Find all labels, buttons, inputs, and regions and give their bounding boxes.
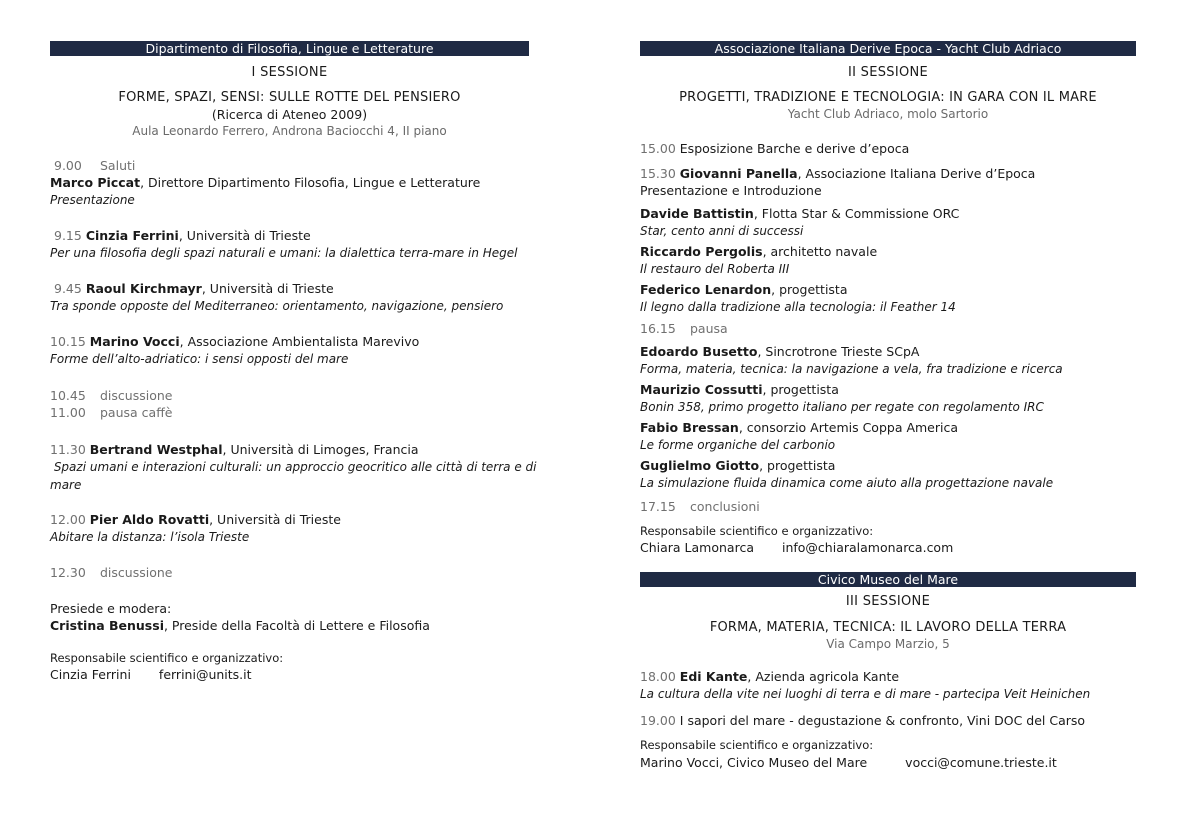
program-entry [640,668,1136,703]
department-header: Dipartimento di Filosofia, Lingue e Letterature [50,41,529,56]
program-entry [640,457,1136,492]
entry-time: 12.30 [50,565,86,580]
speaker-name: Bertrand Westphal [89,442,223,457]
speaker-affiliation: , Università di Trieste [178,228,311,243]
talk-title: Le forme organiche del carbonio [640,438,836,452]
entry-time: 9.15 [54,228,82,243]
session-title: PROGETTI, TRADIZIONE E TECNOLOGIA: IN GARA CON IL MARE [679,90,1097,105]
program-entry [640,498,1136,515]
museum-header: Civico Museo del Mare [640,572,1136,587]
speaker-name: Pier Aldo Rovatti [89,512,210,527]
program-entry [640,419,1136,454]
entry-time: 11.00 [50,405,86,420]
entry-time: 19.00 [640,713,676,728]
session-venue: Via Campo Marzio, 5 [826,637,950,651]
speaker-affiliation: , progettista [762,382,839,397]
session-label: II SESSIONE [847,65,929,80]
session-title: FORMA, MATERIA, TECNICA: IL LAVORO DELLA TERRA [709,620,1067,635]
entry-label: Saluti [100,158,136,173]
speaker-affiliation: , architetto navale [762,244,878,259]
speaker-affiliation: , Flotta Star & Commissione ORC [753,206,960,221]
responsible-label: Responsabile scientifico e organizzativo: [640,524,874,538]
entry-time: 9.45 [54,281,82,296]
entry-label: discussione [100,565,173,580]
talk-title: Presentazione [50,193,135,207]
speaker-affiliation: , Associazione Italiana Derive d’Epoca [797,166,1036,181]
program-entry [50,511,529,546]
talk-title: Il restauro del Roberta III [640,262,790,276]
program-entry [50,157,529,209]
speaker-affiliation: , Sincrotrone Trieste SCpA [757,344,920,359]
speaker-name: Maurizio Cossutti [640,382,763,397]
speaker-affiliation: , progettista [759,458,836,473]
speaker-name: Giovanni Panella [679,166,798,181]
program-entry [640,343,1136,378]
entry-time: 11.30 [50,442,86,457]
responsible-email[interactable]: ferrini@units.it [158,667,252,682]
speaker-name: Fabio Bressan [640,420,739,435]
speaker-name: Edoardo Busetto [640,344,758,359]
entry-time: 10.45 [50,388,86,403]
program-entry [50,227,529,262]
responsible-block [50,651,529,682]
right-column [640,41,1136,770]
speaker-name: Raoul Kirchmayr [85,281,202,296]
program-entry [640,205,1136,240]
responsible-block [640,738,1136,770]
session-subtitle: (Ricerca di Ateneo 2009) [211,107,368,122]
talk-title: Bonin 358, primo progetto italiano per regate con regolamento IRC [640,400,1044,414]
program-entry [640,381,1136,416]
speaker-name: Davide Battistin [640,206,754,221]
speaker-affiliation: , Università di Limoges, Francia [222,442,419,457]
program-entry [640,320,1136,337]
left-column [50,41,537,682]
speaker-name: Marco Piccat [50,175,141,190]
session-label: III SESSIONE [845,594,931,609]
chair-label: Presiede e modera: [50,601,172,616]
program-entry [50,564,529,581]
speaker-name: Riccardo Pergolis [640,244,763,259]
talk-title: Forme dell’alto-adriatico: i sensi opposti del mare [50,352,349,366]
program-entry [640,712,1136,729]
program-entry [640,281,1136,316]
talk-title-cont: mare [50,478,82,492]
program-entry [50,333,529,368]
program-entry [640,243,1136,278]
speaker-affiliation: , Università di Trieste [209,512,341,527]
program-entry [50,387,529,421]
talk-title: Abitare la distanza: l’isola Trieste [50,530,250,544]
entry-time: 17.15 [640,499,676,514]
entry-text: I sapori del mare - degustazione & confronto, Vini DOC del Carso [679,713,1086,728]
responsible-label: Responsabile scientifico e organizzativo: [50,651,284,665]
entry-time: 15.30 [640,166,676,181]
session-venue: Yacht Club Adriaco, molo Sartorio [787,107,989,121]
speaker-name: Guglielmo Giotto [640,458,760,473]
entry-time: 18.00 [640,669,676,684]
speaker-affiliation: , consorzio Artemis Coppa America [738,420,959,435]
talk-title: Per una filosofia degli spazi naturali e umani: la dialettica terra-mare in Hegel [50,246,518,260]
entry-time: 15.00 [640,141,676,156]
entry-time: 12.00 [50,512,86,527]
talk-title: Tra sponde opposte del Mediterraneo: orientamento, navigazione, pensiero [50,299,504,313]
program-entry [50,441,537,494]
entry-time: 9.00 [54,158,82,173]
entry-label: pausa caffè [100,405,173,420]
program-entry [640,140,1136,157]
speaker-affiliation: , Azienda agricola Kante [747,669,900,684]
entry-time: 16.15 [640,321,676,336]
responsible-email[interactable]: vocci@comune.trieste.it [905,755,1057,770]
talk-title: La cultura della vite nei luoghi di terra e di mare - partecipa Veit Heinichen [640,687,1091,701]
talk-title: Star, cento anni di successi [640,224,804,238]
program-entry [640,165,1136,199]
responsible-email[interactable]: info@chiaralamonarca.com [781,540,954,555]
speaker-name: Cinzia Ferrini [85,228,179,243]
speaker-affiliation: , Direttore Dipartimento Filosofia, Lingue e Letterature [140,175,481,190]
entry-time: 10.15 [50,334,86,349]
session-title: FORME, SPAZI, SENSI: SULLE ROTTE DEL PENSIERO [118,90,461,105]
responsible-block [640,524,1136,555]
session-venue: Aula Leonardo Ferrero, Androna Baciocchi 4, II piano [132,124,447,138]
speaker-name: Marino Vocci [89,334,180,349]
entry-label: discussione [100,388,173,403]
speaker-affiliation: , Associazione Ambientalista Marevivo [179,334,420,349]
entry-text: Esposizione Barche e derive d’epoca [679,141,910,156]
chair-name: Cristina Benussi [50,618,164,633]
chair-block [50,600,529,634]
responsible-label: Responsabile scientifico e organizzativo: [640,738,874,752]
program-entry [50,280,529,315]
responsible-name: Cinzia Ferrini [50,667,131,682]
speaker-affiliation: , progettista [771,282,848,297]
session-label: I SESSIONE [251,65,328,80]
entry-subline: Presentazione e Introduzione [640,183,822,198]
talk-title: Forma, materia, tecnica: la navigazione a vela, fra tradizione e ricerca [640,362,1063,376]
talk-title: Spazi umani e interazioni culturali: un approccio geocritico alle città di terra e di [50,460,537,474]
speaker-name: Edi Kante [679,669,748,684]
association-header: Associazione Italiana Derive Epoca - Yacht Club Adriaco [640,41,1136,56]
entry-label: pausa [690,321,728,336]
talk-title: Il legno dalla tradizione alla tecnologia: il Feather 14 [640,300,956,314]
entry-label: conclusioni [690,499,760,514]
speaker-affiliation: , Università di Trieste [201,281,334,296]
responsible-name: Chiara Lamonarca [640,540,754,555]
responsible-name: Marino Vocci, Civico Museo del Mare [640,755,868,770]
chair-affiliation: , Preside della Facoltà di Lettere e Filosofia [163,618,430,633]
speaker-name: Federico Lenardon [640,282,772,297]
talk-title: La simulazione fluida dinamica come aiuto alla progettazione navale [640,476,1054,490]
